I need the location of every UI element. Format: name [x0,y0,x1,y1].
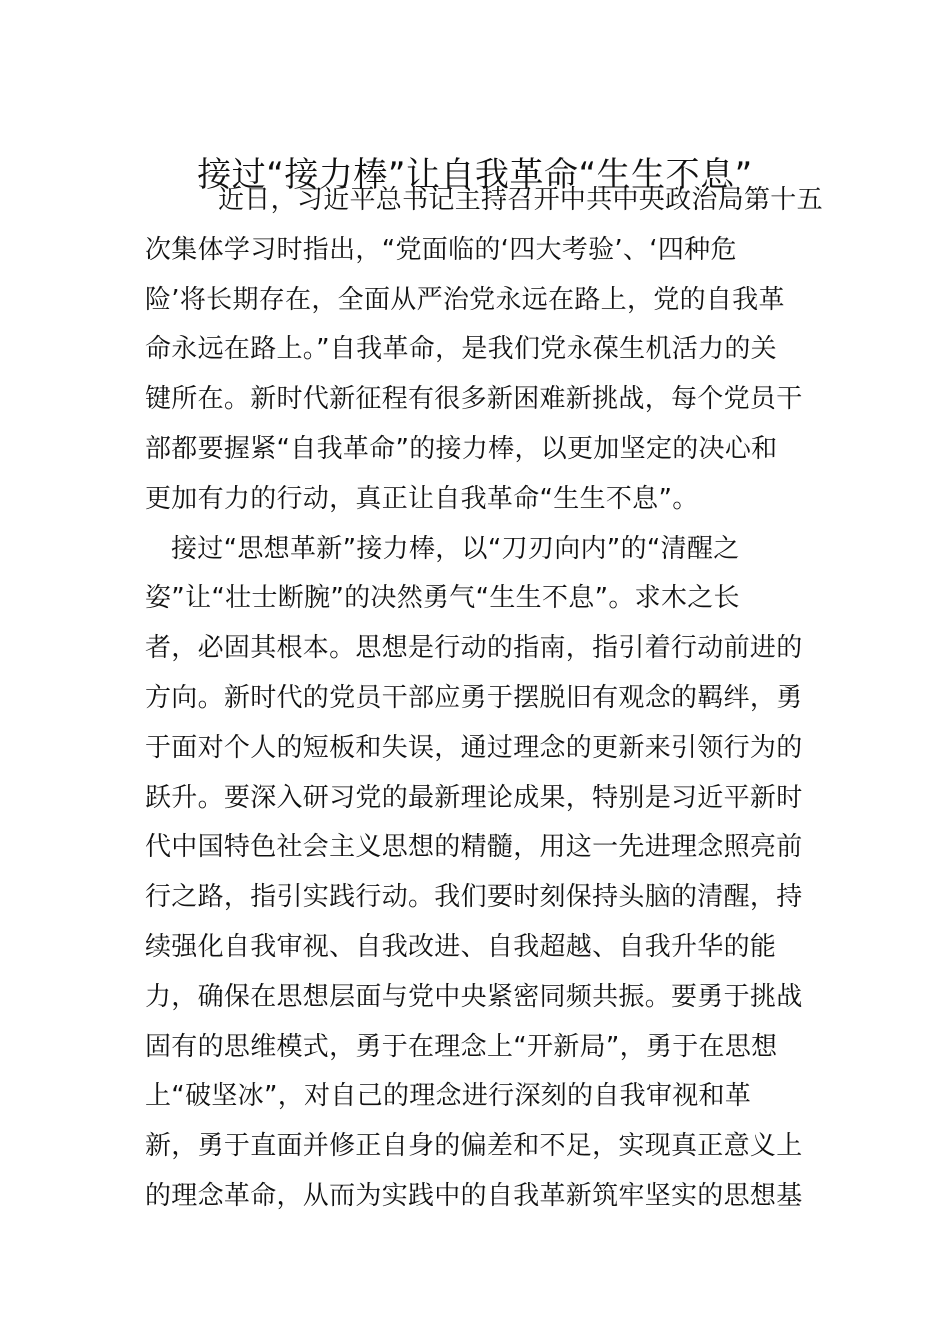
paragraph-line: 近日，习近平总书记主持召开中共中央政治局第十五 [218,185,823,215]
paragraph-line: 行之路，指引实践行动。我们要时刻保持头脑的清醒，持 [145,882,803,913]
paragraph-1 [145,176,825,525]
paragraph-line: 次集体学习时指出，“党面临的‘四大考验’、‘四种危 [145,234,737,265]
paragraph-line: 于面对个人的短板和失误，通过理念的更新来引领行为的 [145,732,803,763]
paragraph-line: 方向。新时代的党员干部应勇于摆脱旧有观念的羁绊，勇 [145,682,803,713]
paragraph-line: 姿”让“壮士断腕”的决然勇气“生生不息”。求木之长 [145,583,740,614]
paragraph-line: 代中国特色社会主义思想的精髓，用这一先进理念照亮前 [145,832,803,863]
paragraph-line: 键所在。新时代新征程有很多新困难新挑战，每个党员干 [145,384,803,415]
paragraph-line: 命永远在路上。”自我革命，是我们党永葆生机活力的关 [145,334,777,365]
paragraph-line: 续强化自我审视、自我改进、自我超越、自我升华的能 [145,931,777,962]
paragraph-line: 上“破坚冰”，对自己的理念进行深刻的自我审视和革 [145,1081,752,1112]
paragraph-line: 者，必固其根本。思想是行动的指南，指引着行动前进的 [145,633,803,664]
paragraph-line: 跃升。要深入研习党的最新理论成果，特别是习近平新时 [145,782,803,813]
paragraph-line: 部都要握紧“自我革命”的接力棒，以更加坚定的决心和 [145,433,778,464]
paragraph-line: 接过“思想革新”接力棒，以“刀刃向内”的“清醒之 [171,533,740,564]
paragraph-line: 固有的思维模式，勇于在理念上“开新局”，勇于在思想 [145,1031,778,1062]
paragraph-2 [145,525,825,1222]
paragraph-line: 新，勇于直面并修正自身的偏差和不足，实现真正意义上 [145,1131,803,1162]
paragraph-line: 的理念革命，从而为实践中的自我革新筑牢坚实的思想基 [145,1180,803,1211]
document-title: 接过“接力棒”让自我革命“生生不息” [197,154,753,195]
paragraph-line: 更加有力的行动，真正让自我革命“生生不息”。 [145,483,699,514]
paragraph-line: 力，确保在思想层面与党中央紧密同频共振。要勇于挑战 [145,981,803,1012]
paragraph-line: 险’将长期存在，全面从严治党永远在路上，党的自我革 [145,284,785,315]
document-body [145,176,825,1222]
